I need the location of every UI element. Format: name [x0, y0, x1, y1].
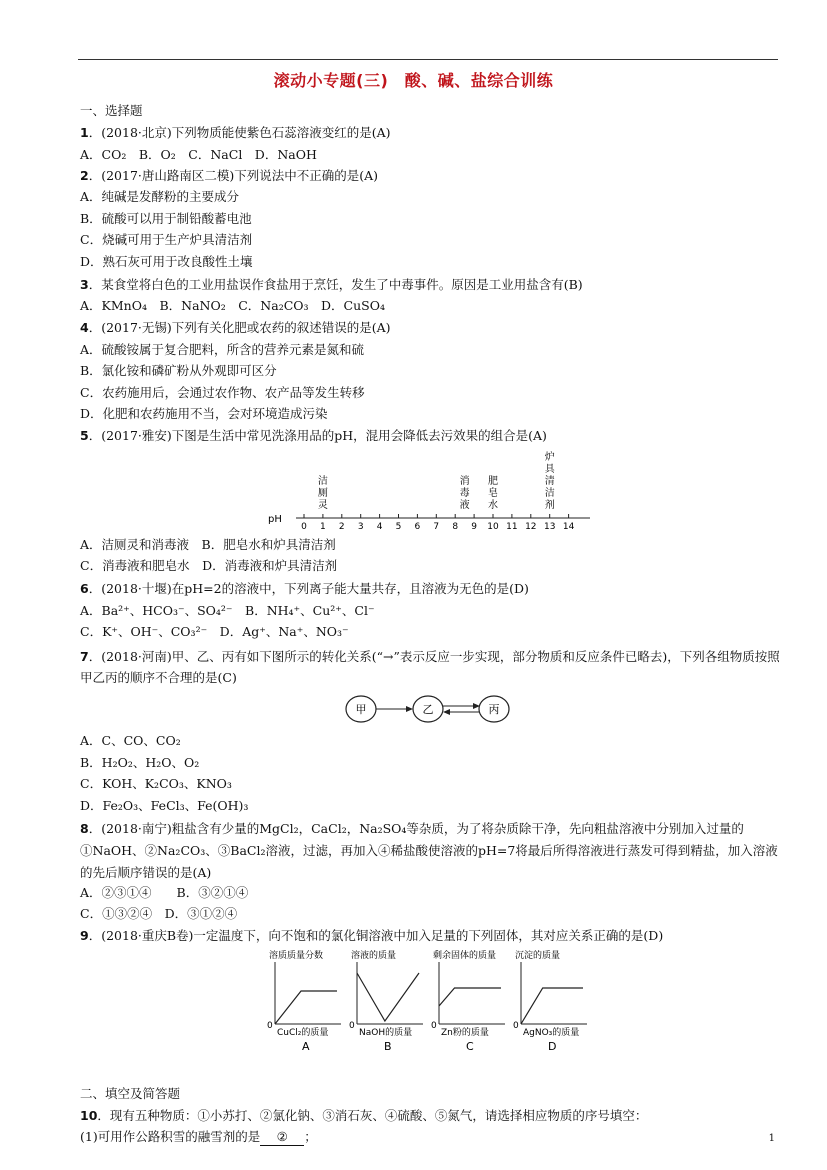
section-heading-choice: 一、选择题: [80, 103, 143, 118]
ph-item-label: [460, 474, 470, 511]
question-number: 1: [80, 125, 89, 140]
ph-tick-label: 14: [562, 522, 575, 532]
option: C．K⁺、OH⁻、CO₃²⁻ D．Ag⁺、Na⁺、NO₃⁻: [80, 624, 349, 639]
ph-tick-label: 1: [320, 522, 326, 532]
graph-letter: D: [548, 1040, 557, 1053]
ph-tick-label: 5: [395, 522, 402, 532]
graph-letter: C: [466, 1040, 474, 1053]
option: D．化肥和农药施用不当，会对环境造成污染: [80, 406, 328, 421]
option: A．C、CO、CO₂: [80, 733, 181, 748]
ph-tick-label: 9: [471, 522, 477, 532]
node-jia-label: 甲: [355, 703, 367, 716]
svg-text:炉: 炉: [544, 452, 555, 463]
svg-text:剂: 剂: [544, 500, 555, 511]
option: A．洁厕灵和消毒液 B．肥皂水和炉具清洁剂: [80, 537, 336, 552]
graph-curve: [439, 988, 501, 1006]
question-number: 9: [80, 928, 89, 943]
question-number: 5: [80, 428, 89, 443]
ph-item-label: [488, 475, 498, 511]
option: C．KOH、K₂CO₃、KNO₃: [80, 776, 232, 791]
ph-tick-label: 8: [452, 522, 459, 532]
question-stem: ．现有五种物质：①小苏打、②氯化钠、③消石灰、④硫酸、⑤氮气，请选择相应物质的序号填空：: [97, 1108, 648, 1123]
option: A．Ba²⁺、HCO₃⁻、SO₄²⁻ B．NH₄⁺、Cu²⁺、Cl⁻: [80, 603, 375, 618]
graph-ylabel: 剩余固体的质量: [433, 951, 497, 961]
question-8: [80, 818, 780, 884]
question-1: [80, 125, 391, 141]
graph-xlabel: NaOH的质量: [359, 1028, 413, 1038]
question-stem: ．(2018·河南)甲、乙、丙有如下图所示的转化关系(“→”表示反应一步实现，部分物质和反应条件已略去)，下列各组物质按照甲乙丙的顺序不合理的是(C): [80, 649, 780, 685]
question-stem: ．(2018·十堰)在pH=2的溶液中，下列离子能大量共存，且溶液为无色的是(D): [88, 581, 529, 596]
question-number: 6: [80, 581, 89, 596]
question-stem: ．(2017·雅安)下图是生活中常见洗涤用品的pH，混用会降低去污效果的组合是(A): [88, 428, 547, 443]
question-number: 2: [80, 168, 89, 183]
graph-c: [431, 949, 505, 1053]
question-number: 10: [80, 1108, 98, 1123]
question-1-options: A．CO₂ B．O₂ C．NaCl D．NaOH: [80, 147, 317, 162]
option: C．农药施用后，会通过农作物、农产品等发生转移: [80, 385, 365, 400]
node-bing-label: 丙: [488, 703, 500, 716]
question-stem: ．某食堂将白色的工业用盐误作食盐用于烹饪，发生了中毒事件。原因是工业用盐含有(B): [88, 277, 583, 292]
q9-graphs: [265, 946, 595, 1058]
ph-tick-label: 11: [506, 522, 518, 532]
graph-curve: [275, 991, 337, 1024]
question-number: 8: [80, 821, 89, 836]
option: B．硫酸可以用于制铅酸蓄电池: [80, 211, 252, 226]
ph-axis-label: pH: [268, 514, 282, 525]
graph-ylabel: 沉淀的质量: [515, 951, 561, 961]
svg-text:清: 清: [544, 476, 555, 487]
node-yi-label: 乙: [422, 703, 434, 716]
graph-origin: 0: [431, 1021, 437, 1031]
svg-text:灵: 灵: [317, 500, 328, 511]
ph-tick-label: 6: [414, 522, 421, 532]
answer-blank[interactable]: ②: [260, 1129, 304, 1146]
question-stem: ．(2017·唐山路南区二模)下列说法中不正确的是(A): [88, 168, 379, 183]
svg-text:毒: 毒: [459, 488, 470, 499]
graph-xlabel: Zn粉的质量: [441, 1028, 489, 1038]
svg-text:厕: 厕: [317, 488, 328, 499]
option: C．烧碱可用于生产炉具清洁剂: [80, 232, 253, 247]
option: A．硫酸铵属于复合肥料，所含的营养元素是氮和硫: [80, 342, 365, 357]
sub-question-text: (1)可用作公路积雪的融雪剂的是: [80, 1129, 261, 1144]
question-stem: ．(2018·南宁)粗盐含有少量的MgCl₂，CaCl₂，Na₂SO₄等杂质，为了将杂质除干净，先向粗盐溶液中分别加入过量的①NaOH、②Na₂CO₃、③BaCl₂溶液，过滤，再加入④稀盐酸使溶液的pH=7将最后所得溶液进行蒸发可得到精盐，加入溶液的先后顺序错误的是(A): [80, 821, 778, 880]
ph-tick-label: 10: [487, 522, 499, 532]
ph-scale-figure: [262, 448, 602, 534]
question-9: [80, 928, 663, 944]
question-7: [80, 646, 780, 688]
graph-letter: B: [384, 1040, 392, 1053]
graph-a: [267, 949, 341, 1053]
option: B．H₂O₂、H₂O、O₂: [80, 755, 200, 770]
section-heading-fill: 二、填空及简答题: [80, 1086, 181, 1101]
question-stem: ．(2018·北京)下列物质能使紫色石蕊溶液变红的是(A): [88, 125, 391, 140]
option: A．纯碱是发酵粉的主要成分: [80, 189, 240, 204]
question-number: 7: [80, 649, 89, 664]
svg-text:水: 水: [488, 500, 498, 511]
ph-tick-label: 3: [357, 522, 364, 532]
ph-tick-label: 4: [376, 522, 383, 532]
graph-curve: [521, 988, 583, 1024]
option: A．②③①④ B．③②①④: [80, 885, 249, 900]
question-number: 3: [80, 277, 89, 292]
ph-tick-label: 2: [338, 522, 345, 532]
svg-text:液: 液: [459, 500, 470, 511]
graph-ylabel: 溶液的质量: [351, 951, 397, 961]
question-number: 4: [80, 320, 89, 335]
ph-tick-label: 7: [433, 522, 440, 532]
question-3-options: A．KMnO₄ B．NaNO₂ C．Na₂CO₃ D．CuSO₄: [80, 298, 385, 313]
graph-curve: [357, 973, 419, 1021]
question-10: [80, 1108, 647, 1124]
ph-item-label: [318, 474, 328, 511]
page-title: 滚动小专题(三) 酸、碱、盐综合训练: [273, 71, 554, 90]
graph-xlabel: CuCl₂的质量: [277, 1028, 329, 1038]
option: D．熟石灰可用于改良酸性土壤: [80, 254, 253, 269]
ph-tick-label: 13: [543, 522, 556, 532]
conversion-diagram: [343, 692, 513, 726]
graph-origin: 0: [267, 1021, 273, 1031]
graph-d: [513, 949, 587, 1053]
svg-text:具: 具: [544, 464, 555, 475]
option: B．氯化铵和磷矿粉从外观即可区分: [80, 363, 277, 378]
ph-item-label: [545, 450, 556, 511]
question-6: [80, 581, 529, 597]
option: C．①③②④ D．③①②④: [80, 906, 238, 921]
question-4: [80, 320, 391, 336]
svg-text:肥: 肥: [488, 476, 498, 487]
graph-origin: 0: [349, 1021, 355, 1031]
svg-text:消: 消: [459, 476, 470, 487]
graph-origin: 0: [513, 1021, 519, 1031]
graph-letter: A: [302, 1040, 310, 1053]
question-stem: ．(2017·无锡)下列有关化肥或农药的叙述错误的是(A): [88, 320, 391, 335]
option: D．Fe₂O₃、FeCl₃、Fe(OH)₃: [80, 798, 249, 813]
graph-xlabel: AgNO₃的质量: [523, 1028, 580, 1038]
svg-text:洁: 洁: [544, 488, 555, 499]
page-number: 1: [768, 1133, 775, 1144]
graph-b: [349, 949, 423, 1053]
question-10-sub1: (1)可用作公路积雪的融雪剂的是 ② ；: [80, 1129, 317, 1144]
question-stem: ．(2018·重庆B卷)一定温度下，向不饱和的氯化铜溶液中加入足量的下列固体，其对应关系正确的是(D): [88, 928, 664, 943]
svg-text:洁: 洁: [317, 476, 328, 487]
ph-tick-label: 12: [525, 522, 537, 532]
ph-tick-label: 0: [301, 522, 307, 532]
question-3: [80, 277, 583, 293]
option: C．消毒液和肥皂水 D．消毒液和炉具清洁剂: [80, 558, 338, 573]
graph-ylabel: 溶质质量分数: [269, 951, 324, 961]
svg-text:皂: 皂: [488, 488, 498, 499]
question-2: [80, 168, 378, 184]
question-5: [80, 428, 547, 444]
header-rule: [78, 59, 778, 60]
